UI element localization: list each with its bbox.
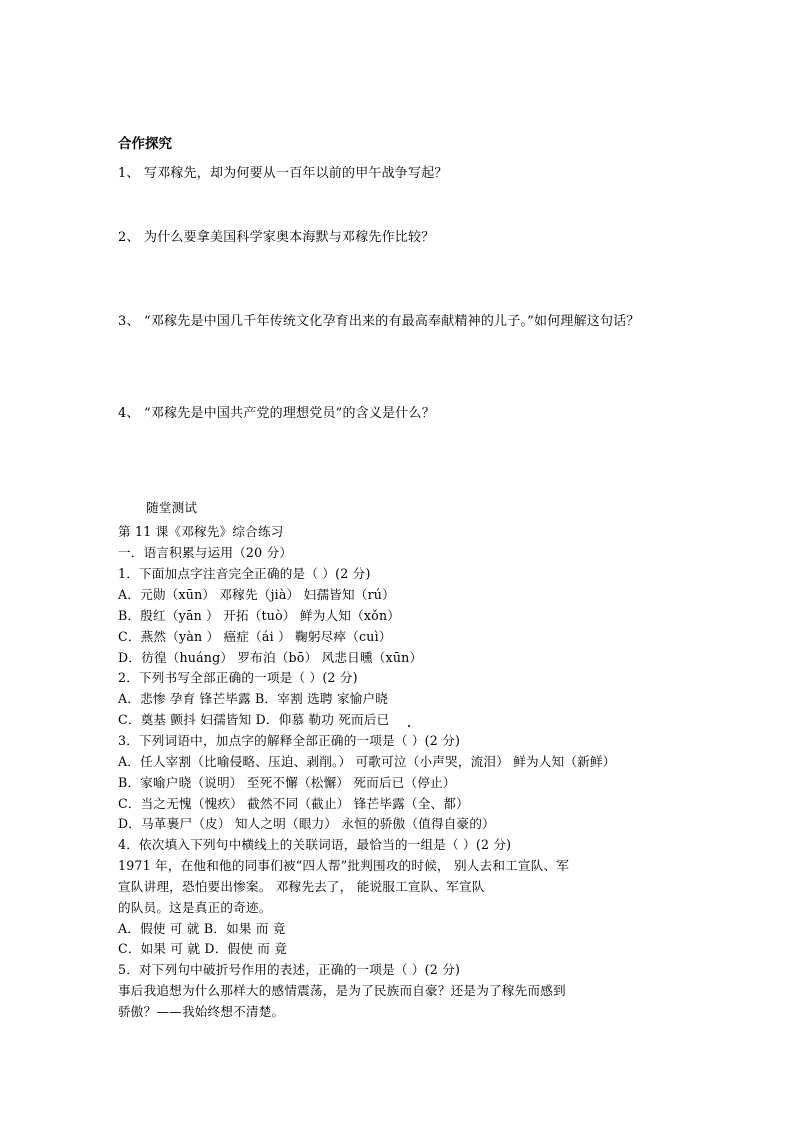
q4-options-ab: A．假使 可 就 B．如果 而 竟 bbox=[118, 921, 286, 936]
q1-option-d: D．彷徨（huáng） 罗布泊（bō） 风悲日曛（xūn） bbox=[118, 650, 423, 665]
emphasis-dot bbox=[408, 725, 410, 727]
question-1: 1、 写邓稼先，却为何要从一百年以前的甲午战争写起？ bbox=[118, 166, 448, 181]
q5-text-line-2: 骄傲？——我始终想不清楚。 bbox=[118, 1004, 285, 1019]
q4-stem: 4．依次填入下列句中横线上的关联词语，最恰当的一组是（ ）(2 分) bbox=[118, 837, 512, 852]
q2-stem: 2．下列书写全部正确的一项是（ ）(2 分) bbox=[118, 670, 358, 685]
q3-option-c: C．当之无愧（愧疚） 截然不同（截止） 锋芒毕露（全、都） bbox=[118, 796, 469, 811]
q4-text-line-1: 1971 年，在他和他的同事们被“四人帮”批判围攻的时候， 别人去和工宣队、军 bbox=[118, 858, 570, 873]
q3-option-a: A．任人宰割（比喻侵略、压迫、剥削。） 可歌可泣（小声哭，流泪） 鲜为人知（新鲜） bbox=[118, 754, 616, 769]
question-4: 4、 “邓稼先是中国共产党的理想党员”的含义是什么？ bbox=[118, 406, 435, 421]
q4-text-line-2: 宣队讲理，恐怕要出惨案。 邓稼先去了， 能说服工宣队、军宣队 bbox=[118, 879, 485, 894]
q3-option-b: B．家喻户晓（说明） 至死不懈（松懈） 死而后已（停止） bbox=[118, 775, 456, 790]
q1-stem: 1．下面加点字注音完全正确的是（ ）(2 分) bbox=[118, 566, 371, 581]
q5-text-line-1: 事后我追想为什么那样大的感情震荡，是为了民族而自豪？还是为了稼先而感到 bbox=[118, 983, 566, 998]
q2-options-ab: A．悲惨 孕育 锋芒毕露 B．宰割 选聘 家愉户晓 bbox=[118, 691, 389, 706]
q1-option-b: B．殷红（yān ） 开拓（tuò） 鲜为人知（xǒn） bbox=[118, 608, 401, 623]
q3-option-d: D．马革裹尸（皮） 知人之明（眼力） 永恒的骄傲（值得自豪的） bbox=[118, 816, 495, 831]
q5-stem: 5．对下列句中破折号作用的表述，正确的一项是（ ）(2 分) bbox=[118, 962, 461, 977]
q2-options-cd: C．奠基 颤抖 妇孺皆知 D．仰慕 勒功 死而后已 bbox=[118, 712, 390, 727]
section-title-cooperation: 合作探究 bbox=[118, 136, 172, 152]
lesson-title: 第 11 课《邓稼先》综合练习 bbox=[118, 524, 284, 539]
part-title: 一．语言积累与运用（20 分） bbox=[118, 545, 293, 560]
q1-option-a: A．元勋（xūn） 邓稼先（jià） 妇孺皆知（rú） bbox=[118, 587, 395, 602]
question-2: 2、 为什么要拿美国科学家奥本海默与邓稼先作比较？ bbox=[118, 230, 435, 245]
q3-stem: 3．下列词语中，加点字的解释全部正确的一项是（ ）(2 分) bbox=[118, 733, 461, 748]
q4-text-line-3: 的队员。这是真正的奇迹。 bbox=[118, 900, 272, 915]
q1-option-c: C．燕然（yàn ） 癌症（ái ） 鞠躬尽瘁（cuì） bbox=[118, 629, 392, 644]
section-title-test: 随堂测试 bbox=[146, 500, 198, 515]
question-3: 3、 “邓稼先是中国几千年传统文化孕育出来的有最高奉献精神的儿子。”如何理解这句话？ bbox=[118, 314, 640, 329]
q4-options-cd: C．如果 可 就 D．假使 而 竟 bbox=[118, 941, 288, 956]
